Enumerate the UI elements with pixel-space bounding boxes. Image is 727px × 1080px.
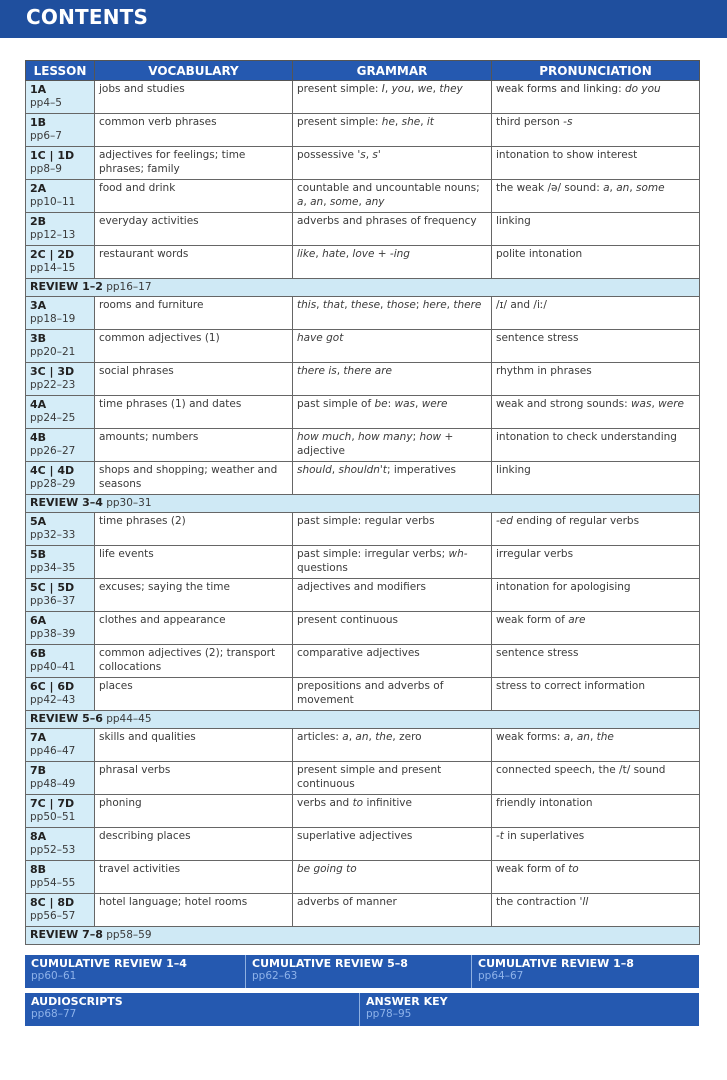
vocabulary-cell: travel activities [95,861,293,894]
review-row [26,279,700,297]
grammar-cell: past simple: irregular verbs; wh- questions [293,546,492,579]
table-row [26,147,700,180]
lesson-code: 5C | 5D [30,581,75,594]
lesson-code: 2B [30,215,47,228]
vocabulary-cell: common verb phrases [95,114,293,147]
pronunciation-cell: connected speech, the /t/ sound [492,762,700,795]
lesson-cell[interactable] [26,363,95,396]
pronunciation-cell: -ed ending of regular verbs [492,513,700,546]
lesson-code: 8A [30,830,47,843]
table-row [26,762,700,795]
pronunciation-cell: linking [492,213,700,246]
lesson-cell[interactable] [26,213,95,246]
vocabulary-cell: describing places [95,828,293,861]
pronunciation-cell: third person -s [492,114,700,147]
lesson-cell[interactable] [26,147,95,180]
lesson-cell[interactable] [26,645,95,678]
lesson-cell[interactable] [26,678,95,711]
cumulative-reviews [25,955,699,988]
vocabulary-cell: phrasal verbs [95,762,293,795]
lesson-code: 8B [30,863,47,876]
grammar-cell: should, shouldn't; imperatives [293,462,492,495]
review-cell[interactable] [26,495,700,513]
vocabulary-cell: everyday activities [95,213,293,246]
grammar-cell: present simple and present continuous [293,762,492,795]
vocabulary-cell: rooms and furniture [95,297,293,330]
grammar-cell: present simple: I, you, we, they [293,81,492,114]
lesson-cell[interactable] [26,546,95,579]
vocabulary-cell: common adjectives (1) [95,330,293,363]
grammar-cell: past simple of be: was, were [293,396,492,429]
review-row [26,711,700,729]
lesson-code: 4B [30,431,47,444]
lesson-code: 7C | 7D [30,797,75,810]
table-row [26,81,700,114]
box-title: CUMULATIVE REVIEW 5–8 [252,957,408,970]
lesson-pages: pp54–55 [30,876,76,889]
answer-key[interactable] [360,993,699,1026]
pronunciation-cell: the weak /ə/ sound: a, an, some [492,180,700,213]
lesson-code: 6B [30,647,47,660]
lesson-cell[interactable] [26,861,95,894]
lesson-pages: pp46–47 [30,744,76,757]
grammar-cell: how much, how many; how + adjective [293,429,492,462]
box-pages: pp68–77 [31,1008,77,1020]
grammar-cell: adverbs and phrases of frequency [293,213,492,246]
lesson-cell[interactable] [26,513,95,546]
lesson-pages: pp32–33 [30,528,76,541]
lesson-pages: pp20–21 [30,345,76,358]
header-grammar: GRAMMAR [293,61,492,81]
table-row [26,180,700,213]
table-row [26,396,700,429]
vocabulary-cell: time phrases (1) and dates [95,396,293,429]
review-pages: pp44–45 [106,713,152,725]
pronunciation-cell: intonation to show interest [492,147,700,180]
vocabulary-cell: common adjectives (2); transport collocations [95,645,293,678]
grammar-cell: superlative adjectives [293,828,492,861]
pronunciation-cell: weak form of are [492,612,700,645]
page-title: CONTENTS [26,5,149,29]
cumulative-review-1-8[interactable] [472,955,699,988]
pronunciation-cell: the contraction 'll [492,894,700,927]
grammar-cell: possessive 's, s' [293,147,492,180]
lesson-cell[interactable] [26,894,95,927]
box-pages: pp64–67 [478,970,524,982]
grammar-cell: have got [293,330,492,363]
review-title: REVIEW 7–8 [30,928,103,941]
appendix-links [25,993,699,1026]
table-row [26,678,700,711]
pronunciation-cell: rhythm in phrases [492,363,700,396]
table-row [26,546,700,579]
lesson-cell[interactable] [26,462,95,495]
lesson-code: 3A [30,299,47,312]
lesson-code: 3C | 3D [30,365,75,378]
vocabulary-cell: places [95,678,293,711]
table-row [26,645,700,678]
lesson-pages: pp50–51 [30,810,76,823]
lesson-pages: pp18–19 [30,312,76,325]
grammar-cell: there is, there are [293,363,492,396]
grammar-cell: past simple: regular verbs [293,513,492,546]
lesson-pages: pp6–7 [30,129,62,142]
pronunciation-cell: weak form of to [492,861,700,894]
lesson-cell[interactable] [26,828,95,861]
lesson-cell[interactable] [26,297,95,330]
box-title: CUMULATIVE REVIEW 1–4 [31,957,187,970]
lesson-code: 1C | 1D [30,149,75,162]
vocabulary-cell: adjectives for feelings; time phrases; family [95,147,293,180]
grammar-cell: present simple: he, she, it [293,114,492,147]
audioscripts[interactable] [25,993,360,1026]
vocabulary-cell: life events [95,546,293,579]
pronunciation-cell: polite intonation [492,246,700,279]
lesson-pages: pp52–53 [30,843,76,856]
cumulative-review-1-4[interactable] [25,955,246,988]
lesson-pages: pp42–43 [30,693,76,706]
pronunciation-cell: weak and strong sounds: was, were [492,396,700,429]
vocabulary-cell: skills and qualities [95,729,293,762]
review-cell[interactable] [26,711,700,729]
review-cell[interactable] [26,279,700,297]
review-row [26,495,700,513]
grammar-cell: adverbs of manner [293,894,492,927]
vocabulary-cell: excuses; saying the time [95,579,293,612]
review-title: REVIEW 5–6 [30,712,103,725]
review-pages: pp58–59 [106,929,152,941]
grammar-cell: verbs and to infinitive [293,795,492,828]
lesson-pages: pp12–13 [30,228,76,241]
vocabulary-cell: amounts; numbers [95,429,293,462]
lesson-cell[interactable] [26,729,95,762]
lesson-cell[interactable] [26,579,95,612]
vocabulary-cell: social phrases [95,363,293,396]
lesson-code: 5B [30,548,47,561]
vocabulary-cell: hotel language; hotel rooms [95,894,293,927]
grammar-cell: this, that, these, those; here, there [293,297,492,330]
header-vocabulary: VOCABULARY [95,61,293,81]
lesson-code: 1B [30,116,47,129]
table-row [26,213,700,246]
lesson-pages: pp38–39 [30,627,76,640]
table-row [26,828,700,861]
pronunciation-cell: stress to correct information [492,678,700,711]
grammar-cell: prepositions and adverbs of movement [293,678,492,711]
box-title: CUMULATIVE REVIEW 1–8 [478,957,634,970]
pronunciation-cell: -t in superlatives [492,828,700,861]
lesson-cell[interactable] [26,762,95,795]
lesson-code: 6C | 6D [30,680,75,693]
table-row [26,795,700,828]
pronunciation-cell: friendly intonation [492,795,700,828]
lesson-cell[interactable] [26,612,95,645]
header-pronunciation: PRONUNCIATION [492,61,700,81]
table-row [26,297,700,330]
grammar-cell: adjectives and modifiers [293,579,492,612]
contents-banner [0,0,727,38]
lesson-code: 2C | 2D [30,248,75,261]
review-cell[interactable] [26,927,700,945]
lesson-code: 4A [30,398,47,411]
lesson-pages: pp36–37 [30,594,76,607]
lesson-cell[interactable] [26,246,95,279]
grammar-cell: present continuous [293,612,492,645]
pronunciation-cell: sentence stress [492,645,700,678]
vocabulary-cell: time phrases (2) [95,513,293,546]
lesson-cell[interactable] [26,795,95,828]
lesson-pages: pp4–5 [30,96,62,109]
cumulative-review-5-8[interactable] [246,955,472,988]
review-pages: pp16–17 [106,281,152,293]
box-pages: pp60–61 [31,970,77,982]
lesson-cell[interactable] [26,180,95,213]
grammar-cell: be going to [293,861,492,894]
pronunciation-cell: intonation to check understanding [492,429,700,462]
grammar-cell: countable and uncountable nouns; a, an, some, any [293,180,492,213]
vocabulary-cell: restaurant words [95,246,293,279]
table-row [26,612,700,645]
pronunciation-cell: weak forms: a, an, the [492,729,700,762]
lesson-code: 7A [30,731,47,744]
box-title: AUDIOSCRIPTS [31,995,123,1008]
lesson-cell[interactable] [26,330,95,363]
vocabulary-cell: clothes and appearance [95,612,293,645]
lesson-code: 3B [30,332,47,345]
table-row [26,429,700,462]
lesson-code: 6A [30,614,47,627]
pronunciation-cell: weak forms and linking: do you [492,81,700,114]
review-row [26,927,700,945]
lesson-cell[interactable] [26,429,95,462]
lesson-code: 5A [30,515,47,528]
review-pages: pp30–31 [106,497,152,509]
table-header-row [26,61,700,81]
pronunciation-cell: /ɪ/ and /iː/ [492,297,700,330]
header-lesson: LESSON [26,61,95,81]
review-title: REVIEW 3–4 [30,496,103,509]
grammar-cell: articles: a, an, the, zero [293,729,492,762]
lesson-pages: pp8–9 [30,162,62,175]
review-title: REVIEW 1–2 [30,280,103,293]
pronunciation-cell: linking [492,462,700,495]
table-row [26,729,700,762]
table-row [26,513,700,546]
box-pages: pp78–95 [366,1008,412,1020]
lesson-pages: pp22–23 [30,378,76,391]
lesson-pages: pp34–35 [30,561,76,574]
grammar-cell: comparative adjectives [293,645,492,678]
lesson-pages: pp56–57 [30,909,76,922]
pronunciation-cell: sentence stress [492,330,700,363]
lesson-code: 2A [30,182,47,195]
table-row [26,330,700,363]
vocabulary-cell: food and drink [95,180,293,213]
lesson-pages: pp28–29 [30,477,76,490]
pronunciation-cell: irregular verbs [492,546,700,579]
table-row [26,894,700,927]
table-row [26,861,700,894]
lesson-pages: pp24–25 [30,411,76,424]
lesson-pages: pp10–11 [30,195,76,208]
table-row [26,363,700,396]
lesson-pages: pp14–15 [30,261,76,274]
box-title: ANSWER KEY [366,995,448,1008]
table-row [26,246,700,279]
lesson-code: 8C | 8D [30,896,75,909]
lesson-cell[interactable] [26,114,95,147]
lesson-pages: pp48–49 [30,777,76,790]
vocabulary-cell: shops and shopping; weather and seasons [95,462,293,495]
contents-table [25,60,700,945]
lesson-code: 4C | 4D [30,464,75,477]
table-row [26,462,700,495]
lesson-pages: pp40–41 [30,660,76,673]
vocabulary-cell: phoning [95,795,293,828]
lesson-cell[interactable] [26,396,95,429]
grammar-cell: like, hate, love + -ing [293,246,492,279]
table-row [26,579,700,612]
lesson-code: 1A [30,83,47,96]
lesson-code: 7B [30,764,47,777]
vocabulary-cell: jobs and studies [95,81,293,114]
lesson-cell[interactable] [26,81,95,114]
table-row [26,114,700,147]
box-pages: pp62–63 [252,970,298,982]
lesson-pages: pp26–27 [30,444,76,457]
pronunciation-cell: intonation for apologising [492,579,700,612]
